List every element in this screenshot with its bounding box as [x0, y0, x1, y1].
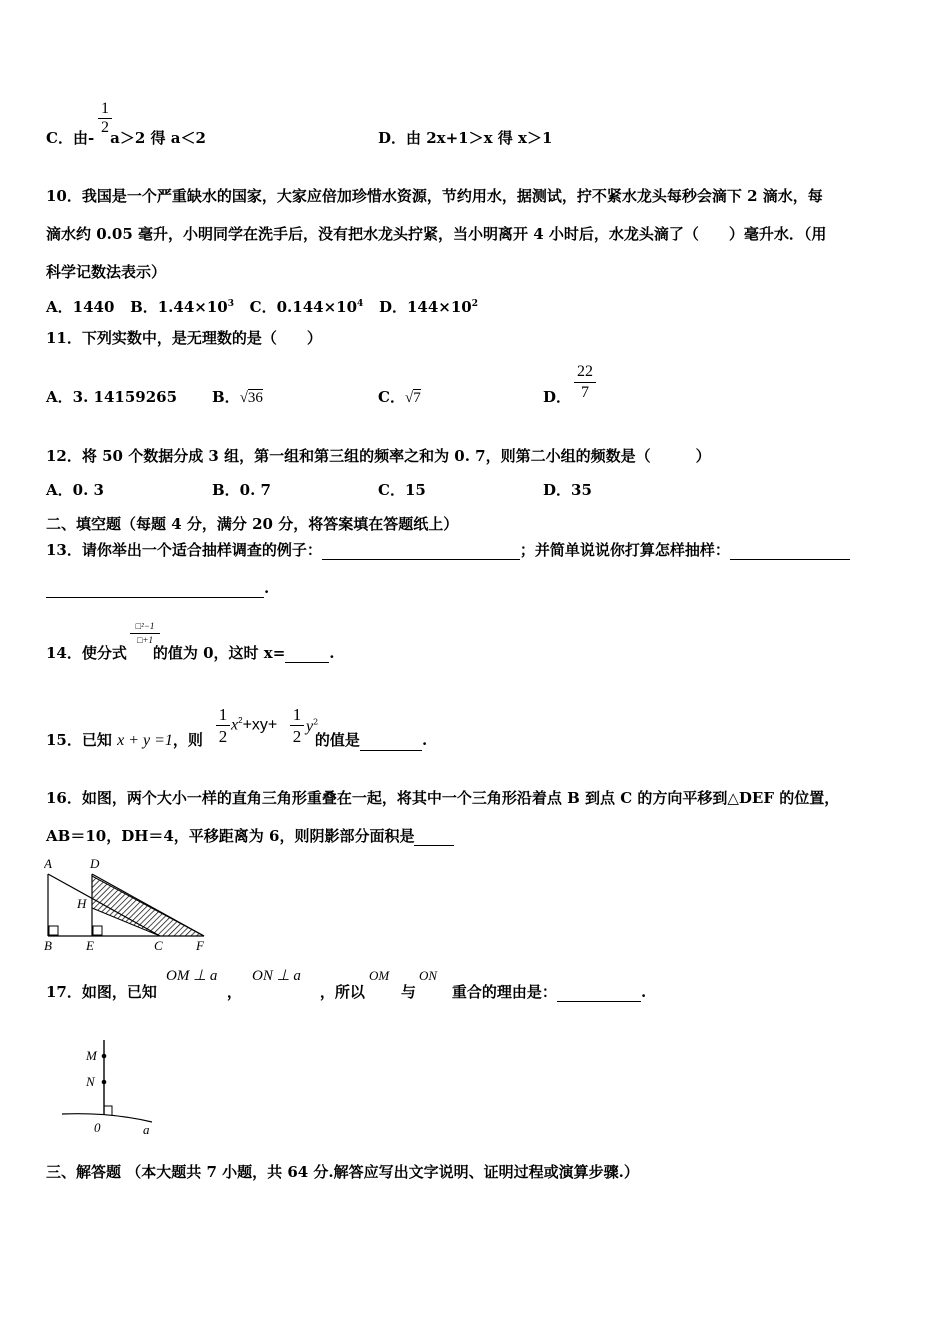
- q15-fraction-2: $\frac{1}{2}$: [290, 704, 304, 747]
- q11-option-c: C．√7: [378, 388, 421, 406]
- q12-option-c: C．15: [378, 481, 426, 499]
- q13-blank-3[interactable]: [46, 597, 264, 598]
- svg-text:a: a: [143, 1122, 150, 1136]
- svg-text:N: N: [86, 1074, 95, 1089]
- q17-on: ON: [419, 968, 438, 983]
- q10-option-d: D．$144\times 10^2$: [378, 298, 478, 316]
- q12-option-b: B．0. 7: [212, 481, 271, 499]
- q10-option-c: C．$0.144\times 10^4$: [249, 298, 364, 316]
- svg-text:F: F: [196, 938, 204, 952]
- q15-expr-y: $y^2$: [306, 717, 319, 735]
- q9-fraction: $\frac{1}{2}$: [98, 100, 112, 137]
- q13-blank-1[interactable]: [322, 559, 520, 560]
- q16-stem-line1: 16．如图，两个大小一样的直角三角形重叠在一起，将其中一个三角形沿着点 B 到点 C 的方向平移到△DEF 的位置，: [46, 789, 840, 807]
- q17-om-perp: OM ⊥ a: [166, 968, 218, 984]
- q15-fraction-1: $\frac{1}{2}$: [216, 704, 230, 747]
- svg-text:E: E: [86, 938, 94, 952]
- q16-triangle-figure: [44, 856, 214, 952]
- svg-text:0: 0: [94, 1120, 101, 1135]
- q12-stem: 12．将 50 个数据分成 3 组，第一组和第三组的频率之和为 0. 7，则第二小组的频数是（ ）: [46, 447, 711, 465]
- q17-blank[interactable]: [557, 1001, 641, 1002]
- q12-option-a: A．0. 3: [46, 481, 104, 499]
- q17-perpendicular-figure: [60, 1040, 160, 1136]
- q15-blank[interactable]: [360, 750, 422, 751]
- q17-om: OM: [369, 968, 390, 983]
- svg-text:A: A: [44, 856, 52, 871]
- q14-line: 14．使分式 的值为 0，这时 x= .: [46, 644, 335, 662]
- q11-option-a: A．3. 14159265: [46, 388, 178, 406]
- q9-option-c: C．由- a＞2 得 a＜2: [46, 129, 206, 147]
- svg-text:D: D: [90, 856, 100, 871]
- q10-option-b: B．$1.44\times 10^3$: [130, 298, 234, 316]
- svg-text:C: C: [154, 938, 163, 952]
- q10-option-a: A．1440: [46, 298, 115, 316]
- q15-expr-mid: $x^2+xy+$: [231, 716, 278, 734]
- q13-blank-2[interactable]: [730, 559, 850, 560]
- q16-stem-line2: AB＝10，DH＝4，平移距离为 6，则阴影部分面积是: [46, 826, 454, 846]
- q16-blank[interactable]: [414, 845, 454, 846]
- svg-text:H: H: [77, 896, 87, 911]
- q10-stem-line1: 10．我国是一个严重缺水的国家，大家应倍加珍惜水资源，节约用水，据测试，拧不紧水龙头每秒会滴下 2 滴水，每: [46, 187, 823, 205]
- q10-stem-line3: 科学记数法表示）: [46, 263, 167, 281]
- q13-line1: 13．请你举出一个适合抽样调查的例子： ；并简单说说你打算怎样抽样：: [46, 540, 850, 560]
- q13-line2: .: [46, 578, 269, 598]
- q11-option-d: D．: [543, 388, 572, 406]
- q15-line: 15．已知 x + y =1，则 的值是 .: [46, 731, 428, 749]
- section-2-heading: 二、填空题（每题 4 分，满分 20 分，将答案填在答题纸上）: [46, 515, 459, 533]
- q9-option-d: D．由 2x+1＞x 得 x＞1: [378, 129, 553, 147]
- q14-fraction: $\frac{\text{□²−1}}{□+1}$: [130, 620, 160, 647]
- q11-option-b: B．√36: [212, 388, 263, 406]
- q12-option-d: D．35: [543, 481, 592, 499]
- q17-on-perp: ON ⊥ a: [252, 968, 301, 984]
- q11-stem: 11．下列实数中，是无理数的是（ ）: [46, 329, 322, 347]
- svg-text:B: B: [44, 938, 52, 952]
- q17-line: 17．如图，已知 ， ，所以 与 重合的理由是： .: [46, 983, 647, 1001]
- q11-d-fraction: $\frac{22}{7}$: [574, 362, 596, 403]
- q14-blank[interactable]: [285, 662, 329, 663]
- q10-stem-line2: 滴水约 0.05 毫升，小明同学在洗手后，没有把水龙头拧紧，当小明离开 4 小时后，水龙头滴了（ ）毫升水．（用: [46, 225, 827, 243]
- q10-options: [46, 294, 478, 317]
- section-3-heading: 三、解答题 （本大题共 7 小题，共 64 分.解答应写出文字说明、证明过程或演算步骤.）: [46, 1163, 639, 1181]
- svg-text:M: M: [86, 1048, 97, 1063]
